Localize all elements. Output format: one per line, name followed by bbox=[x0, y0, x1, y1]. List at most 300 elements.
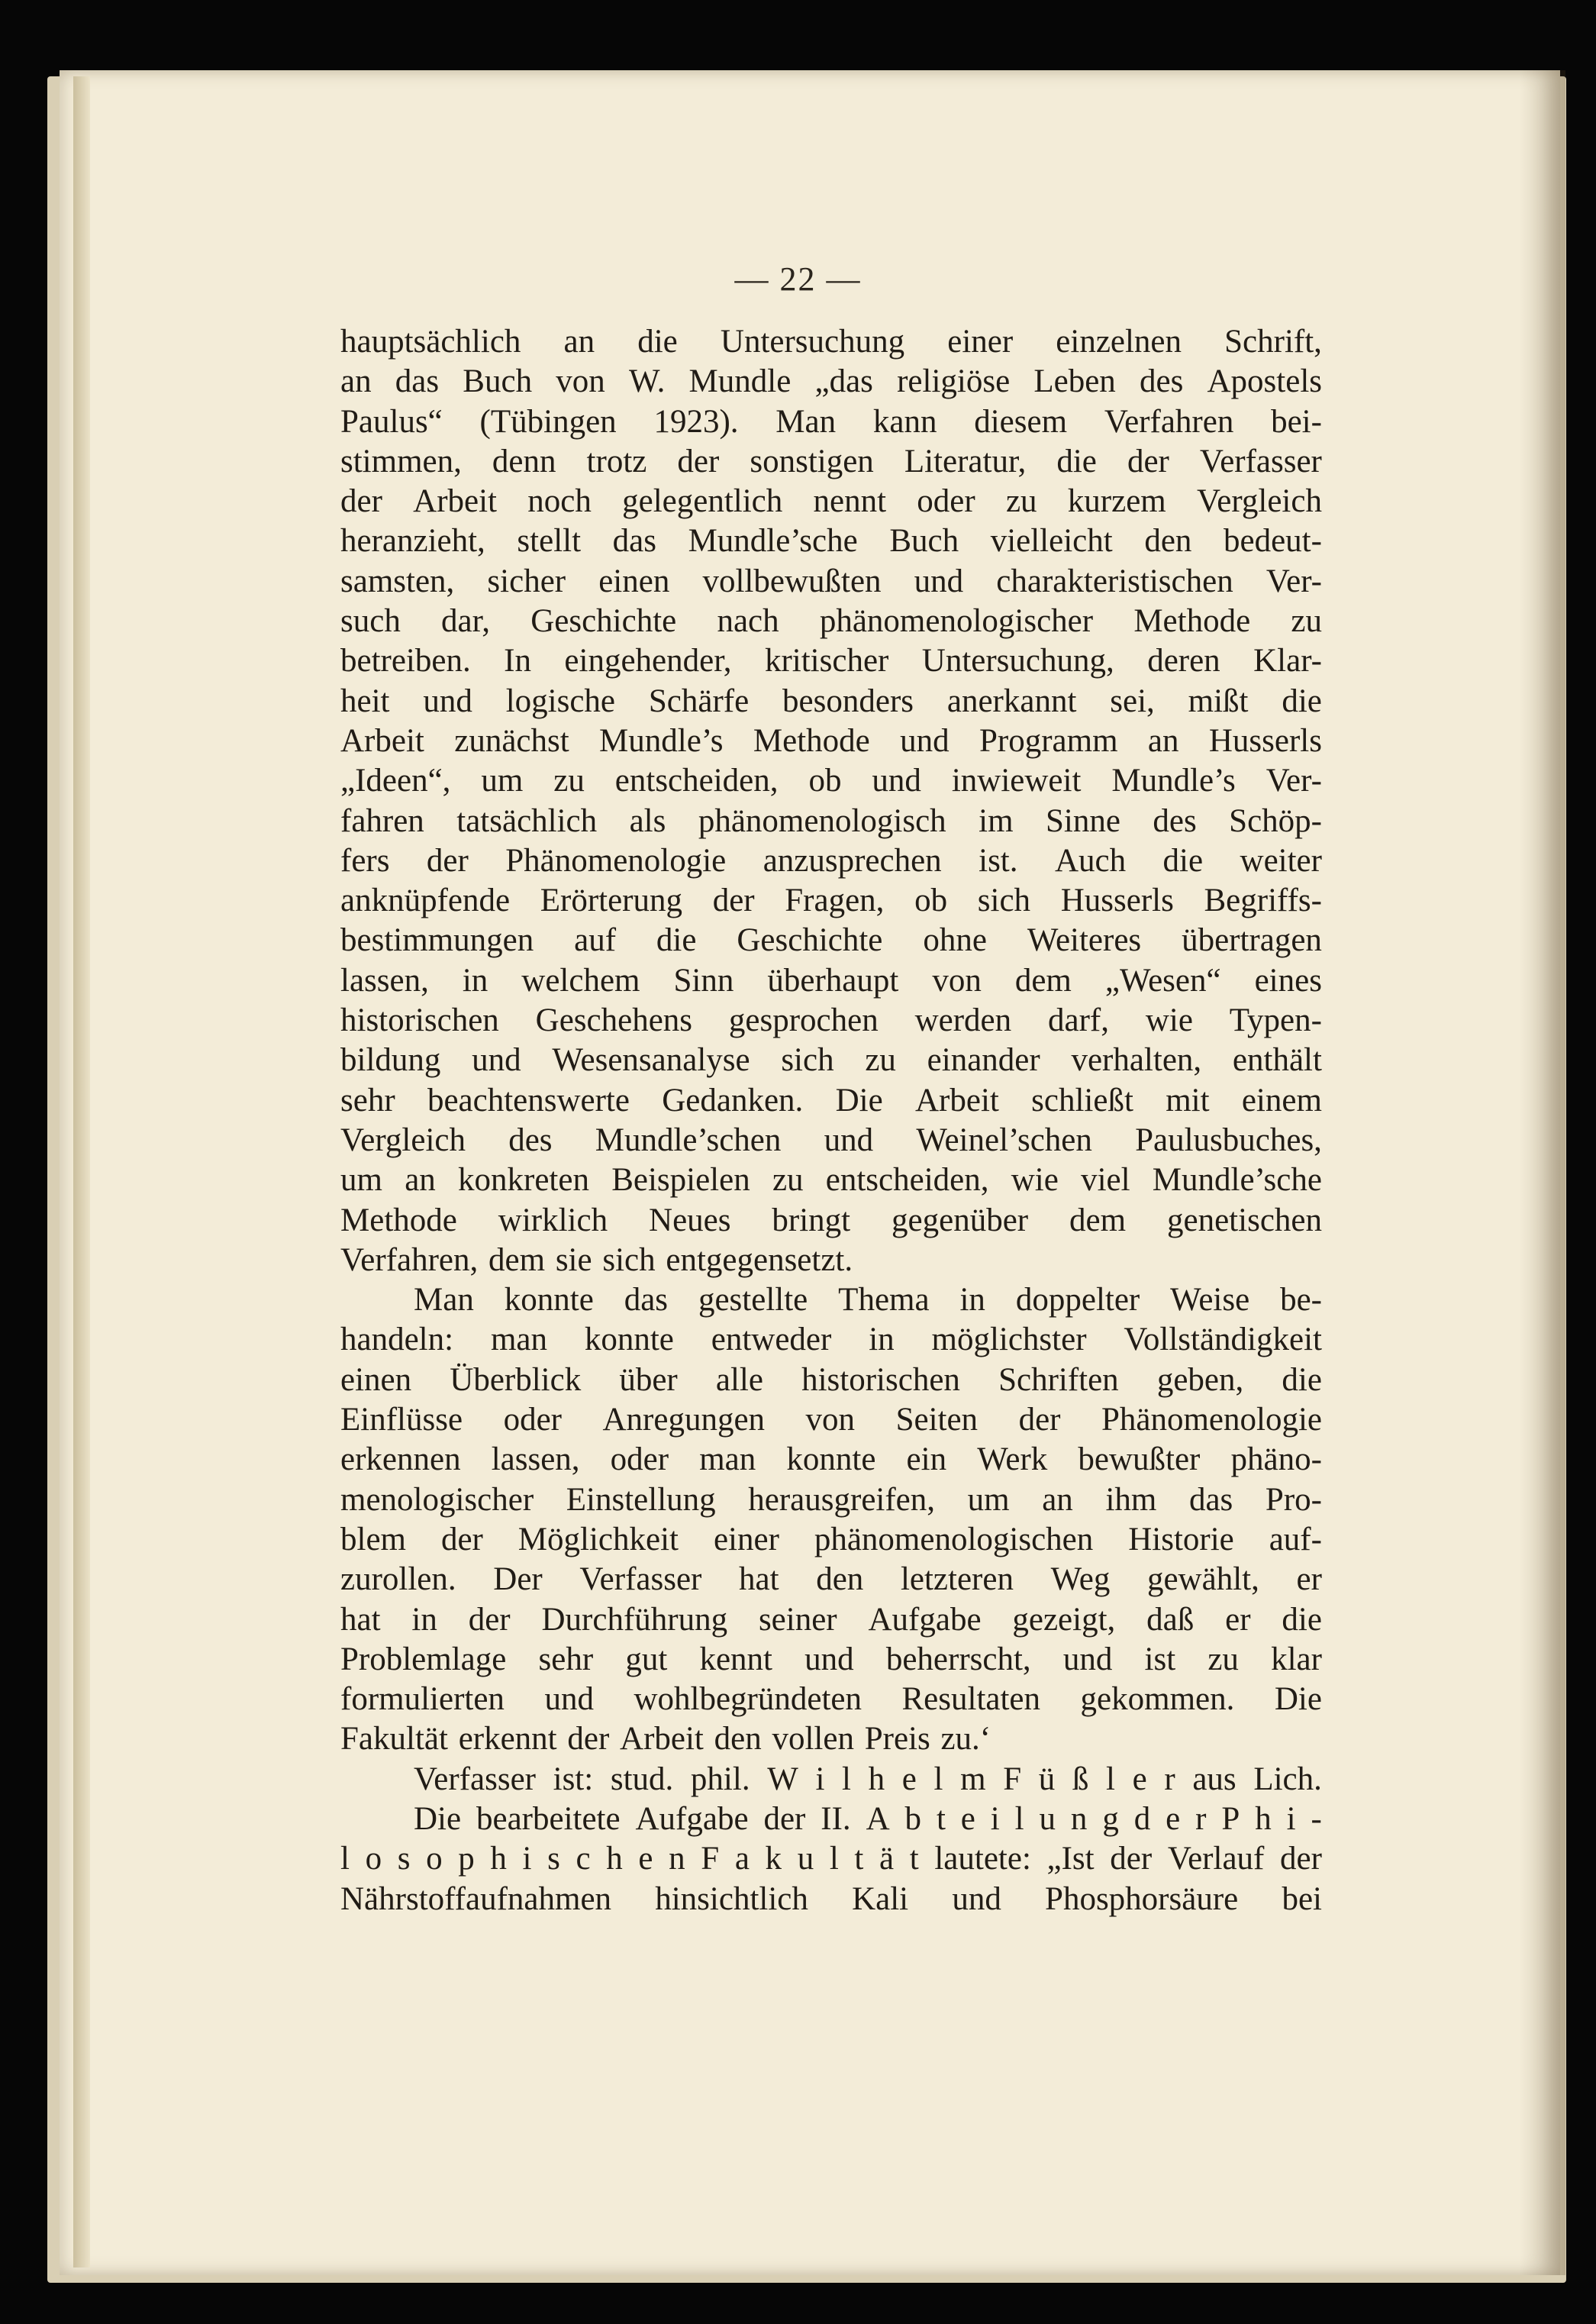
text-line bbox=[340, 1839, 1322, 1879]
word: diesem bbox=[974, 403, 1068, 440]
word: Untersuchung, bbox=[921, 643, 1114, 679]
word: h bbox=[868, 1761, 885, 1797]
word: einer bbox=[713, 1521, 779, 1557]
word: oder bbox=[610, 1441, 669, 1478]
word: Verfasser bbox=[1199, 443, 1322, 479]
word: n bbox=[669, 1841, 685, 1877]
word: letzteren bbox=[900, 1561, 1014, 1598]
word: Geschichte bbox=[737, 922, 883, 959]
word: das bbox=[1188, 1481, 1233, 1518]
text-line bbox=[340, 322, 1322, 362]
text-line bbox=[340, 1680, 1322, 1719]
word: und bbox=[804, 1641, 854, 1677]
word: be- bbox=[1280, 1282, 1322, 1319]
word: Arbeit bbox=[413, 483, 498, 520]
word: i bbox=[815, 1761, 825, 1797]
word: man bbox=[490, 1322, 547, 1358]
word: handeln: bbox=[340, 1322, 454, 1358]
word: sich bbox=[602, 1241, 656, 1278]
word: menologischer bbox=[340, 1481, 534, 1518]
word: k bbox=[765, 1841, 782, 1877]
word: zu.‘ bbox=[940, 1721, 991, 1758]
word: F bbox=[1003, 1761, 1022, 1797]
word: Pro- bbox=[1265, 1481, 1322, 1518]
word: genetischen bbox=[1167, 1202, 1322, 1238]
word: r bbox=[1164, 1761, 1175, 1797]
word: einen bbox=[340, 1361, 412, 1398]
word: formulierten bbox=[340, 1681, 505, 1718]
word: o bbox=[365, 1841, 382, 1877]
word: der bbox=[426, 842, 469, 879]
word: phänomenologisch bbox=[698, 802, 946, 839]
word: e bbox=[1166, 1800, 1181, 1837]
word: Kali bbox=[852, 1880, 909, 1917]
word: in bbox=[869, 1322, 895, 1358]
word: ob bbox=[808, 763, 842, 799]
word: an bbox=[340, 363, 372, 400]
word: schließt bbox=[1031, 1082, 1133, 1118]
word: wirklich bbox=[498, 1202, 608, 1238]
word: Verfahren bbox=[1104, 403, 1234, 440]
word: hauptsächlich bbox=[340, 324, 521, 360]
word: der bbox=[1280, 1841, 1322, 1877]
word: anknüpfende bbox=[340, 883, 511, 919]
word: die bbox=[637, 324, 678, 360]
word: und bbox=[1062, 1641, 1113, 1677]
word: l bbox=[842, 1761, 851, 1797]
word: Sinn bbox=[673, 962, 734, 999]
word: Die bbox=[414, 1800, 462, 1837]
word: mißt bbox=[1188, 683, 1249, 719]
word: vollen bbox=[772, 1721, 854, 1758]
word: der bbox=[1018, 1402, 1061, 1438]
word: bildung bbox=[340, 1042, 441, 1079]
word: eingehender, bbox=[564, 643, 732, 679]
word: l bbox=[829, 1841, 839, 1877]
word: Mundle’s bbox=[599, 722, 724, 759]
word: wie bbox=[1011, 1162, 1059, 1199]
word: geben, bbox=[1156, 1361, 1244, 1398]
word: Phänomenologie bbox=[505, 842, 727, 879]
word: F bbox=[701, 1841, 720, 1877]
word: zu bbox=[865, 1042, 896, 1079]
word: Einstellung bbox=[566, 1481, 716, 1518]
word: die bbox=[1282, 1361, 1322, 1398]
word: der bbox=[763, 1800, 806, 1837]
text-line bbox=[340, 521, 1322, 561]
word: Verfasser bbox=[414, 1761, 536, 1797]
text-line bbox=[340, 721, 1322, 761]
word: such bbox=[340, 603, 401, 640]
word: Vergleich bbox=[1196, 483, 1322, 520]
word: zurollen. bbox=[340, 1561, 456, 1598]
word: einander bbox=[927, 1042, 1040, 1079]
word: In bbox=[504, 643, 531, 679]
word: in bbox=[959, 1282, 985, 1319]
word: bei- bbox=[1271, 403, 1322, 440]
word: hinsichtlich bbox=[655, 1880, 808, 1917]
text-line bbox=[340, 1600, 1322, 1640]
word: Durchführung bbox=[541, 1601, 728, 1638]
word: gezeigt, bbox=[1012, 1601, 1116, 1638]
word: an bbox=[1147, 722, 1179, 759]
word: zu bbox=[1291, 603, 1322, 640]
word: i bbox=[990, 1800, 1000, 1837]
word: Paulusbuches, bbox=[1135, 1122, 1322, 1158]
word: fers bbox=[340, 842, 390, 879]
word: Klar- bbox=[1253, 643, 1322, 679]
word: in bbox=[411, 1601, 437, 1638]
word: t bbox=[909, 1841, 919, 1877]
word: Überblick bbox=[450, 1361, 582, 1398]
word: und bbox=[952, 1880, 1001, 1917]
word: ä bbox=[879, 1841, 895, 1877]
word: deren bbox=[1147, 643, 1220, 679]
word: m bbox=[960, 1761, 986, 1797]
word: phil. bbox=[690, 1761, 750, 1797]
word: Vergleich bbox=[340, 1122, 466, 1158]
word: zunächst bbox=[454, 722, 569, 759]
word: kurzem bbox=[1067, 483, 1166, 520]
word: stimmen, bbox=[340, 443, 462, 479]
word: religiöse bbox=[897, 363, 1011, 400]
word: Weise bbox=[1170, 1282, 1250, 1319]
word: e bbox=[960, 1800, 975, 1837]
word: zu bbox=[1005, 483, 1037, 520]
word: Die bbox=[835, 1082, 883, 1118]
word: sei, bbox=[1110, 683, 1155, 719]
word: A bbox=[866, 1800, 890, 1837]
word: konnte bbox=[504, 1282, 594, 1319]
word: mit bbox=[1166, 1082, 1210, 1118]
word: Begriffs- bbox=[1204, 883, 1322, 919]
word: heranzieht, bbox=[340, 523, 485, 560]
word: d bbox=[1133, 1800, 1151, 1837]
word: gegenüber bbox=[892, 1202, 1029, 1238]
word: auf bbox=[574, 922, 617, 959]
word: hat bbox=[340, 1601, 381, 1638]
word: Methode bbox=[1133, 603, 1251, 640]
word: sich bbox=[977, 883, 1031, 919]
word: Phänomenologie bbox=[1101, 1402, 1322, 1438]
word: W. bbox=[628, 363, 666, 400]
word: entscheiden, bbox=[614, 763, 779, 799]
word: e bbox=[901, 1761, 917, 1797]
word: der bbox=[440, 1521, 483, 1557]
word: auf- bbox=[1269, 1521, 1322, 1557]
word: Programm bbox=[979, 722, 1118, 759]
word: an bbox=[405, 1162, 436, 1199]
word: „Ideen“, bbox=[340, 763, 451, 799]
word: p bbox=[458, 1841, 475, 1877]
word: Typen- bbox=[1229, 1002, 1322, 1039]
word: Untersuchung bbox=[720, 324, 905, 360]
word: Fragen, bbox=[785, 883, 885, 919]
word: bedeut- bbox=[1224, 523, 1322, 560]
word: welchem bbox=[521, 962, 640, 999]
word: oder bbox=[503, 1402, 562, 1438]
word: die bbox=[1282, 1601, 1322, 1638]
word: klar bbox=[1271, 1641, 1322, 1677]
word: seiner bbox=[758, 1601, 837, 1638]
word: kennt bbox=[699, 1641, 772, 1677]
word: einer bbox=[947, 324, 1014, 360]
word: ohne bbox=[923, 922, 987, 959]
word: und bbox=[900, 722, 950, 759]
word: inwieweit bbox=[951, 763, 1082, 799]
word: von bbox=[805, 1402, 856, 1438]
word: c bbox=[576, 1841, 591, 1877]
word: aus bbox=[1192, 1761, 1236, 1797]
word: t bbox=[936, 1800, 946, 1837]
word: der bbox=[677, 443, 720, 479]
word: gestellte bbox=[698, 1282, 808, 1319]
word: ist bbox=[1144, 1641, 1176, 1677]
word: einzelnen bbox=[1056, 324, 1182, 360]
word: r bbox=[1195, 1800, 1207, 1837]
word: vollbewußten bbox=[702, 563, 882, 599]
word: nennt bbox=[813, 483, 887, 520]
word: (Tübingen bbox=[479, 403, 617, 440]
word: viel bbox=[1081, 1162, 1130, 1199]
word: W bbox=[767, 1761, 798, 1797]
word: 1923). bbox=[653, 403, 739, 440]
word: Neues bbox=[649, 1202, 731, 1238]
text-line bbox=[340, 841, 1322, 881]
text-line bbox=[340, 442, 1322, 482]
word: ihm bbox=[1105, 1481, 1157, 1518]
word: Mundle’s bbox=[1111, 763, 1236, 799]
word: Phosphorsäure bbox=[1045, 1880, 1239, 1917]
text-line bbox=[340, 1880, 1322, 1919]
word: h bbox=[490, 1841, 507, 1877]
word: konnte bbox=[786, 1441, 876, 1478]
word: u bbox=[797, 1841, 814, 1877]
word: bewußter bbox=[1078, 1441, 1201, 1478]
word: Man bbox=[414, 1282, 474, 1319]
word: sicher bbox=[487, 563, 566, 599]
word: Resultaten bbox=[901, 1681, 1041, 1718]
word: Werk bbox=[977, 1441, 1048, 1478]
word: das bbox=[612, 523, 656, 560]
word: anzusprechen bbox=[763, 842, 942, 879]
text-line bbox=[340, 641, 1322, 681]
word: sich bbox=[781, 1042, 834, 1079]
word: Fakultät bbox=[340, 1721, 448, 1758]
word: zu bbox=[1207, 1641, 1239, 1677]
word: Auch bbox=[1054, 842, 1127, 879]
word: trotz bbox=[586, 443, 647, 479]
word: Gedanken. bbox=[662, 1082, 804, 1118]
word: die bbox=[656, 922, 697, 959]
text-line bbox=[340, 1320, 1322, 1360]
word: P bbox=[1221, 1800, 1240, 1837]
word: Leben bbox=[1033, 363, 1116, 400]
text-line bbox=[340, 1160, 1322, 1200]
word: Thema bbox=[838, 1282, 930, 1319]
word: historischen bbox=[801, 1361, 960, 1398]
word: dar, bbox=[441, 603, 490, 640]
word: lassen, bbox=[491, 1441, 580, 1478]
word: Weg bbox=[1050, 1561, 1111, 1598]
text-line bbox=[340, 682, 1322, 721]
word: bestimmungen bbox=[340, 922, 534, 959]
word: Arbeit bbox=[620, 1721, 704, 1758]
word: Möglichkeit bbox=[517, 1521, 679, 1557]
word: Methode bbox=[340, 1202, 457, 1238]
word: die bbox=[1162, 842, 1204, 879]
page-shadow bbox=[1520, 70, 1565, 2275]
word: u bbox=[1039, 1800, 1056, 1837]
word: phäno- bbox=[1230, 1441, 1322, 1478]
text-line bbox=[340, 1480, 1322, 1520]
word: von bbox=[556, 363, 605, 400]
word: kritischer bbox=[764, 643, 889, 679]
word: eines bbox=[1254, 962, 1322, 999]
word: Sinne bbox=[1045, 802, 1120, 839]
word: Beispielen bbox=[611, 1162, 750, 1199]
word: lassen, bbox=[340, 962, 429, 999]
word: Methode bbox=[753, 722, 870, 759]
word: der bbox=[1127, 443, 1169, 479]
word: sehr bbox=[538, 1641, 594, 1677]
word: Husserls bbox=[1208, 722, 1322, 759]
word: in bbox=[462, 962, 488, 999]
word: Aufgabe bbox=[635, 1800, 749, 1837]
word: den bbox=[1144, 523, 1192, 560]
word: stellt bbox=[517, 523, 582, 560]
word: o bbox=[426, 1841, 443, 1877]
text-line bbox=[340, 1241, 1322, 1280]
text-line bbox=[340, 802, 1322, 841]
word: l bbox=[1106, 1761, 1115, 1797]
body-text bbox=[340, 322, 1322, 1919]
word: Lich. bbox=[1253, 1761, 1322, 1797]
word: Literatur, bbox=[904, 443, 1027, 479]
word: die bbox=[1282, 683, 1322, 719]
word: ist. bbox=[979, 842, 1018, 879]
text-line bbox=[340, 1719, 1322, 1759]
text-line bbox=[340, 1520, 1322, 1560]
word: „Ist bbox=[1046, 1841, 1095, 1877]
word: daß bbox=[1146, 1601, 1195, 1638]
word: von bbox=[932, 962, 982, 999]
word: ß bbox=[1072, 1761, 1089, 1797]
word: Husserls bbox=[1060, 883, 1174, 919]
word: nach bbox=[717, 603, 779, 640]
word: der bbox=[340, 483, 382, 520]
word: möglichster bbox=[931, 1322, 1087, 1358]
word: n bbox=[1070, 1800, 1088, 1837]
word: g bbox=[1102, 1800, 1119, 1837]
word: entweder bbox=[711, 1322, 832, 1358]
text-line bbox=[340, 1081, 1322, 1121]
word: Vollständigkeit bbox=[1124, 1322, 1322, 1358]
text-line bbox=[340, 1041, 1322, 1080]
word: über bbox=[619, 1361, 678, 1398]
word: Weinel’schen bbox=[916, 1122, 1092, 1158]
word: oder bbox=[917, 483, 975, 520]
word: betreiben. bbox=[340, 643, 471, 679]
word: Mundle bbox=[688, 363, 792, 400]
word: logische bbox=[505, 683, 616, 719]
word: der bbox=[468, 1601, 511, 1638]
word: samsten, bbox=[340, 563, 455, 599]
word: die bbox=[1056, 443, 1097, 479]
text-line bbox=[340, 402, 1322, 442]
word: Geschichte bbox=[530, 603, 677, 640]
word: blem bbox=[340, 1521, 406, 1557]
word: kann bbox=[872, 403, 937, 440]
text-line bbox=[340, 1640, 1322, 1680]
word: s bbox=[397, 1841, 411, 1877]
word: Einflüsse bbox=[340, 1402, 463, 1438]
word: phänomenologischer bbox=[819, 603, 1094, 640]
word: gelegentlich bbox=[622, 483, 783, 520]
word: Seiten bbox=[895, 1402, 979, 1438]
word: vielleicht bbox=[990, 523, 1113, 560]
text-line bbox=[340, 881, 1322, 921]
text-line bbox=[340, 921, 1322, 960]
word: fahren bbox=[340, 802, 424, 839]
text-line bbox=[340, 482, 1322, 521]
word: i bbox=[522, 1841, 532, 1877]
word: der bbox=[712, 883, 755, 919]
word: an bbox=[563, 324, 595, 360]
word: tatsächlich bbox=[456, 802, 598, 839]
word: Arbeit bbox=[915, 1082, 999, 1118]
text-line bbox=[340, 1361, 1322, 1400]
word: charakteristischen bbox=[996, 563, 1233, 599]
word: man bbox=[699, 1441, 756, 1478]
text-line bbox=[340, 1560, 1322, 1599]
word: gekommen. bbox=[1080, 1681, 1235, 1718]
word: stud. bbox=[610, 1761, 674, 1797]
word: zu bbox=[772, 1162, 804, 1199]
word: und bbox=[472, 1042, 521, 1079]
word: phänomenologischen bbox=[814, 1521, 1094, 1557]
word: des bbox=[1153, 802, 1197, 839]
word: l bbox=[933, 1761, 943, 1797]
text-line bbox=[340, 1201, 1322, 1241]
word: Historie bbox=[1128, 1521, 1234, 1557]
text-line bbox=[340, 1400, 1322, 1440]
word: l bbox=[1014, 1800, 1024, 1837]
word: konnte bbox=[584, 1322, 674, 1358]
word: der bbox=[567, 1721, 610, 1758]
word: dem bbox=[1069, 1202, 1127, 1238]
word: Buch bbox=[463, 363, 533, 400]
word: herausgreifen, bbox=[748, 1481, 936, 1518]
word: wohlbegründeten bbox=[634, 1681, 862, 1718]
word: des bbox=[508, 1122, 553, 1158]
word: entscheiden, bbox=[825, 1162, 989, 1199]
word: entgegensetzt. bbox=[666, 1241, 853, 1278]
word: Nährstoffaufnahmen bbox=[340, 1880, 612, 1917]
word: übertragen bbox=[1182, 922, 1322, 959]
text-line bbox=[340, 761, 1322, 801]
word: werden bbox=[914, 1002, 1012, 1039]
word: ist: bbox=[553, 1761, 594, 1797]
word: und bbox=[824, 1122, 874, 1158]
word: konkreten bbox=[458, 1162, 589, 1199]
word: ob bbox=[914, 883, 948, 919]
word: historischen bbox=[340, 1002, 499, 1039]
word: und bbox=[872, 763, 921, 799]
word: im bbox=[979, 802, 1014, 839]
word: sonstigen bbox=[750, 443, 874, 479]
word: darf, bbox=[1047, 1002, 1109, 1039]
